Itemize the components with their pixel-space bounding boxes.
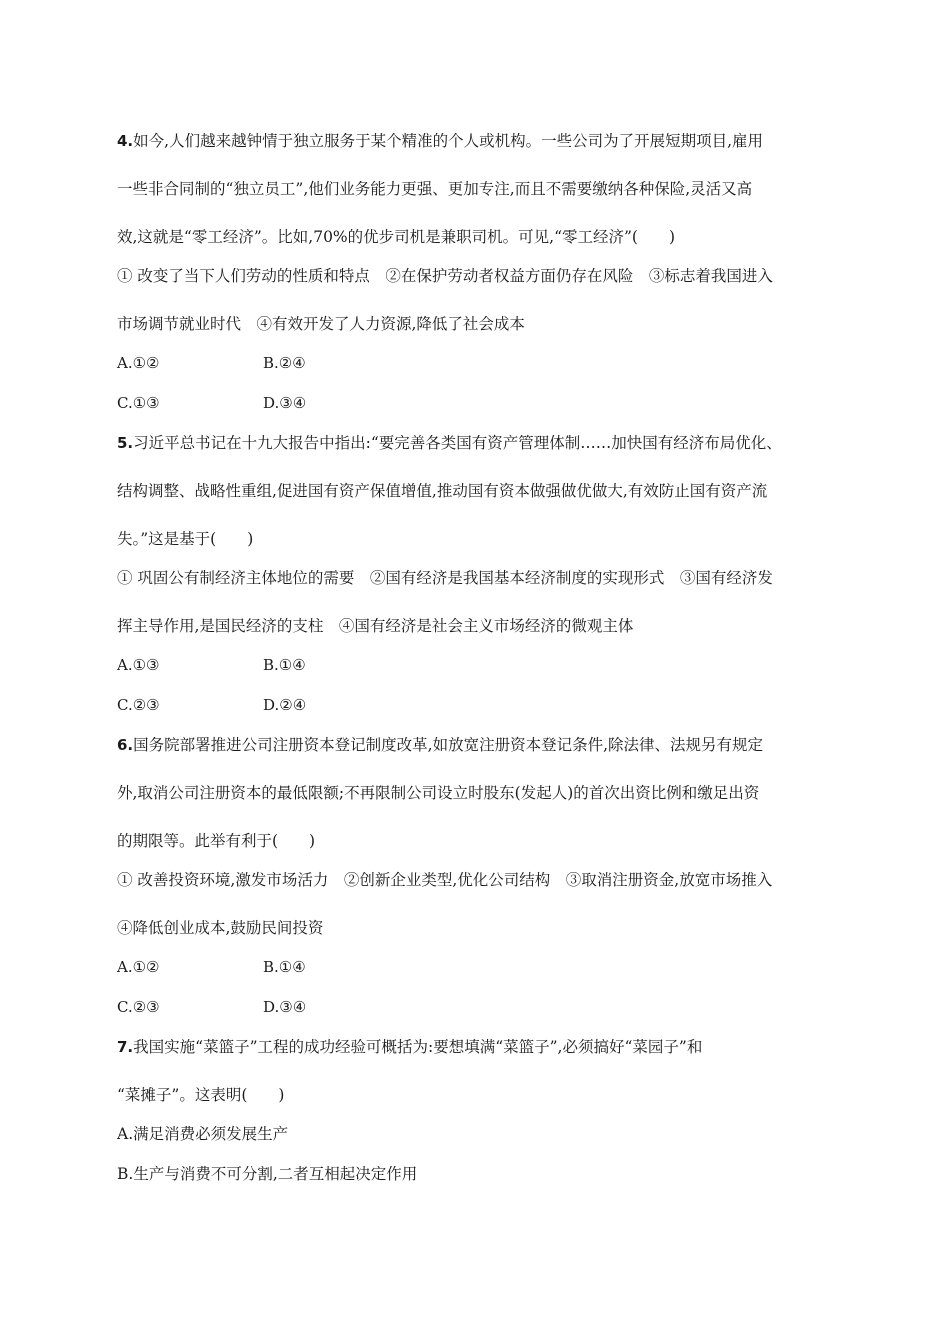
q6-option-b: B.①④ [263,958,306,976]
q4-stem-line-2: 一些非合同制的“独立员工”,他们业务能力更强、更加专注,而且不需要缴纳各种保险,灵活又高 [117,180,753,198]
q7-number: 7. [117,1038,134,1056]
q5-option-c: C.②③ [117,696,160,714]
q6-statement-line-2: ④降低创业成本,鼓励民间投资 [117,919,324,937]
q4-option-d: D.③④ [263,394,307,412]
q5-stem-line-3: 失。”这是基于( ) [117,530,254,548]
q4-statement-line-2: 市场调节就业时代 ④有效开发了人力资源,降低了社会成本 [117,315,525,333]
q5-option-d: D.②④ [263,696,307,714]
q6-stem-line-2: 外,取消公司注册资本的最低限额;不再限制公司设立时股东(发起人)的首次出资比例和缴足出资 [117,784,760,802]
q6-number: 6. [117,736,134,754]
q4-option-c: C.①③ [117,394,160,412]
q5-option-a: A.①③ [117,656,160,674]
q5-stem-line-1: 5.习近平总书记在十九大报告中指出:“要完善各类国有资产管理体制……加快国有经济布局优化、 [117,434,782,452]
q7-stem-line-2: “菜摊子”。这表明( ) [117,1086,285,1104]
q5-statement-line-2: 挥主导作用,是国民经济的支柱 ④国有经济是社会主义市场经济的微观主体 [117,617,634,635]
q4-number: 4. [117,132,134,150]
q4-stem-line-1: 4.如今,人们越来越钟情于独立服务于某个精准的个人或机构。一些公司为了开展短期项目,雇用 [117,132,763,150]
q4-option-a: A.①② [117,354,160,372]
q7-answer-b: B.生产与消费不可分割,二者互相起决定作用 [117,1165,418,1183]
q5-statement-line-1: ① 巩固公有制经济主体地位的需要 ②国有经济是我国基本经济制度的实现形式 ③国有经济发 [117,569,773,587]
q5-stem-line-2: 结构调整、战略性重组,促进国有资产保值增值,推动国有资本做强做优做大,有效防止国有资产流 [117,482,768,500]
q4-stem-line-3: 效,这就是“零工经济”。比如,70%的优步司机是兼职司机。可见,“零工经济”( ) [117,228,676,246]
q7-answer-a: A.满足消费必须发展生产 [117,1125,289,1143]
q6-option-d: D.③④ [263,998,307,1016]
q4-option-b: B.②④ [263,354,306,372]
q6-stem-line-3: 的期限等。此举有利于( ) [117,832,316,850]
q5-number: 5. [117,434,134,452]
q6-stem-line-1: 6.国务院部署推进公司注册资本登记制度改革,如放宽注册资本登记条件,除法律、法规另有规定 [117,736,763,754]
q4-statement-line-1: ① 改变了当下人们劳动的性质和特点 ②在保护劳动者权益方面仍存在风险 ③标志着我国进入 [117,267,773,285]
q7-stem-line-1: 7.我国实施“菜篮子”工程的成功经验可概括为:要想填满“菜篮子”,必须搞好“菜园子”和 [117,1038,703,1056]
q6-statement-line-1: ① 改善投资环境,激发市场活力 ②创新企业类型,优化公司结构 ③取消注册资金,放宽市场推入 [117,871,773,889]
q6-option-a: A.①② [117,958,160,976]
q6-option-c: C.②③ [117,998,160,1016]
q5-option-b: B.①④ [263,656,306,674]
